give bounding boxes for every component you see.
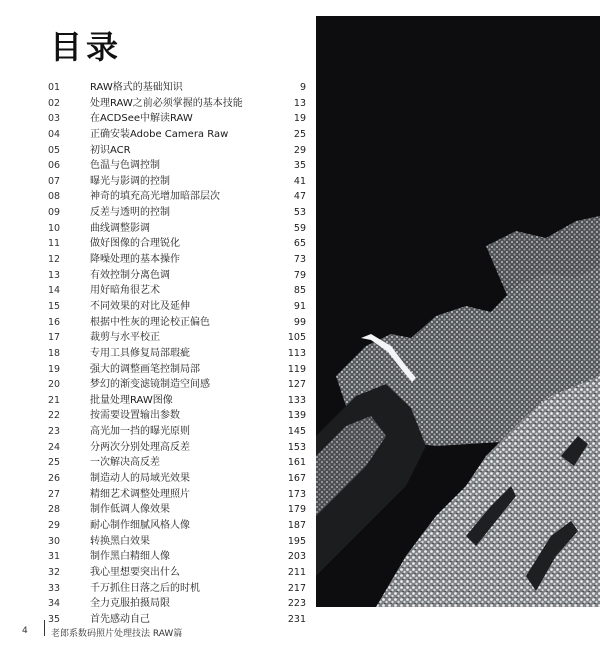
toc-entry (48, 377, 306, 393)
toc-entry-number: 09 (48, 207, 61, 219)
toc-entry-title: 处理RAW之前必须掌握的基本技能 (90, 97, 243, 109)
toc-entry-number: 29 (48, 519, 61, 531)
toc-entry-page: 203 (287, 551, 306, 563)
toc-entry-title: 初识ACR (90, 144, 131, 156)
toc-entry-page: 167 (287, 473, 306, 485)
toc-entry-title: 曲线调整影调 (90, 222, 150, 234)
toc-entry (48, 268, 306, 284)
mountain-photo (316, 16, 600, 607)
toc-entry-page: 127 (287, 379, 306, 391)
toc-entry (48, 408, 306, 424)
toc-entry-number: 34 (48, 598, 61, 610)
toc-entry-title: 不同效果的对比及延伸 (90, 300, 190, 312)
toc-entry-title: 精细艺术调整处理照片 (90, 488, 190, 500)
toc-entry-page: 65 (293, 238, 306, 250)
toc-entry-page: 79 (293, 269, 306, 281)
toc-entry-page: 217 (287, 582, 306, 594)
toc-entry-page: 9 (299, 82, 306, 93)
toc-entry-number: 07 (48, 175, 61, 187)
toc-entry-number: 06 (48, 160, 61, 172)
toc-entry (48, 111, 306, 127)
toc-entry-title: 耐心制作细腻风格人像 (90, 519, 190, 531)
toc-entry-title: 首先感动自己 (90, 613, 150, 625)
toc-entry-number: 11 (48, 238, 61, 250)
toc-entry-number: 14 (48, 285, 61, 297)
toc-entry-title: 降噪处理的基本操作 (90, 254, 180, 266)
toc-entry-title: 按需要设置输出参数 (90, 410, 180, 422)
toc-entry-page: 35 (293, 160, 306, 172)
toc-entry-number: 04 (48, 128, 61, 140)
toc-entry-page: 47 (293, 191, 306, 203)
toc-entry (48, 252, 306, 268)
toc-entry-page: 231 (287, 613, 306, 625)
toc-entry-number: 27 (48, 488, 61, 500)
toc-entry-page: 13 (293, 97, 306, 109)
toc-entry-page: 99 (293, 316, 306, 328)
toc-entry-number: 12 (48, 254, 61, 266)
toc-entry-page: 59 (293, 222, 306, 234)
toc-entry (48, 158, 306, 174)
page-title: 目录 (50, 28, 123, 66)
toc-entry-number: 35 (48, 613, 61, 625)
toc-entry-page: 105 (287, 332, 306, 344)
toc-entry-number: 08 (48, 191, 61, 203)
toc-entry-number: 28 (48, 504, 61, 516)
toc-entry-page: 173 (287, 488, 306, 500)
toc-entry-number: 33 (48, 582, 61, 594)
toc-entry-page: 211 (287, 566, 306, 578)
toc-entry (48, 502, 306, 518)
toc-entry-page: 119 (287, 363, 306, 375)
toc-entry (48, 299, 306, 315)
toc-entry-page: 113 (287, 347, 306, 359)
toc-entry-title: 制造动人的局域光效果 (90, 473, 190, 485)
toc-entry-page: 73 (293, 254, 306, 266)
toc-entry-page: 25 (293, 128, 306, 140)
table-of-contents (48, 80, 306, 627)
toc-entry-title: 转换黑白效果 (90, 535, 150, 547)
toc-entry-title: 强大的调整画笔控制局部 (90, 363, 200, 375)
toc-entry-title: 一次解决高反差 (90, 457, 160, 469)
toc-entry (48, 127, 306, 143)
footer-divider (44, 620, 45, 636)
toc-entry (48, 581, 306, 597)
toc-entry-title: 在ACDSee中解读RAW (90, 113, 193, 125)
toc-entry-page: 179 (287, 504, 306, 516)
toc-entry-number: 16 (48, 316, 61, 328)
footer-page-number: 4 (22, 626, 28, 636)
toc-entry-number: 32 (48, 566, 61, 578)
toc-entry-page: 91 (293, 300, 306, 312)
toc-entry (48, 424, 306, 440)
toc-entry-title: 我心里想要突出什么 (90, 566, 180, 578)
toc-entry (48, 362, 306, 378)
toc-entry (48, 174, 306, 190)
toc-entry-page: 195 (287, 535, 306, 547)
toc-entry-number: 21 (48, 394, 61, 406)
toc-entry (48, 346, 306, 362)
toc-entry (48, 330, 306, 346)
toc-entry-number: 01 (48, 82, 61, 93)
toc-entry-title: 神奇的填充高光增加暗部层次 (90, 191, 220, 203)
toc-entry-number: 19 (48, 363, 61, 375)
toc-entry (48, 440, 306, 456)
toc-entry (48, 283, 306, 299)
toc-entry (48, 487, 306, 503)
toc-entry-page: 85 (293, 285, 306, 297)
toc-entry-page: 161 (287, 457, 306, 469)
toc-entry-number: 03 (48, 113, 61, 125)
toc-entry (48, 221, 306, 237)
toc-entry (48, 534, 306, 550)
toc-entry-title: RAW格式的基础知识 (90, 82, 183, 93)
toc-entry-title: 全力克服拍摄局限 (90, 598, 170, 610)
toc-entry-title: 分两次分别处理高反差 (90, 441, 190, 453)
footer-book-title: 老郎系数码照片处理技法 RAW篇 (51, 629, 183, 639)
toc-entry (48, 315, 306, 331)
toc-entry (48, 393, 306, 409)
toc-entry (48, 455, 306, 471)
toc-entry (48, 143, 306, 159)
toc-entry-page: 145 (287, 426, 306, 438)
toc-entry-title: 裁剪与水平校正 (90, 332, 160, 344)
toc-entry (48, 236, 306, 252)
toc-entry-number: 13 (48, 269, 61, 281)
toc-entry-page: 29 (293, 144, 306, 156)
toc-entry (48, 518, 306, 534)
toc-entry (48, 471, 306, 487)
toc-entry-title: 反差与透明的控制 (90, 207, 170, 219)
toc-entry-number: 22 (48, 410, 61, 422)
toc-entry (48, 205, 306, 221)
toc-entry-number: 15 (48, 300, 61, 312)
toc-entry-title: 批量处理RAW图像 (90, 394, 173, 406)
toc-entry-number: 18 (48, 347, 61, 359)
toc-entry-page: 223 (287, 598, 306, 610)
toc-entry-title: 专用工具修复局部瑕疵 (90, 347, 190, 359)
toc-entry-number: 30 (48, 535, 61, 547)
toc-entry-title: 色温与色调控制 (90, 160, 160, 172)
toc-entry-page: 187 (287, 519, 306, 531)
toc-entry-title: 做好图像的合理锐化 (90, 238, 180, 250)
toc-entry-title: 用好暗角很艺术 (90, 285, 160, 297)
toc-entry (48, 596, 306, 612)
toc-entry-page: 133 (287, 394, 306, 406)
toc-entry-number: 23 (48, 426, 61, 438)
toc-entry-page: 53 (293, 207, 306, 219)
toc-entry-title: 有效控制分离色调 (90, 269, 170, 281)
toc-entry-page: 41 (293, 175, 306, 187)
toc-entry (48, 565, 306, 581)
toc-entry-number: 26 (48, 473, 61, 485)
toc-entry-number: 17 (48, 332, 61, 344)
toc-entry-title: 千万抓住日落之后的时机 (90, 582, 200, 594)
toc-entry-page: 139 (287, 410, 306, 422)
toc-entry-number: 10 (48, 222, 61, 234)
toc-entry (48, 189, 306, 205)
toc-entry-title: 正确安装Adobe Camera Raw (90, 128, 229, 140)
toc-entry-title: 根据中性灰的理论校正偏色 (90, 316, 210, 328)
toc-entry (48, 549, 306, 565)
toc-entry-number: 25 (48, 457, 61, 469)
toc-entry-number: 05 (48, 144, 61, 156)
toc-entry-number: 31 (48, 551, 61, 563)
toc-entry-title: 高光加一挡的曝光原则 (90, 426, 190, 438)
toc-entry-number: 02 (48, 97, 61, 109)
toc-entry (48, 80, 306, 96)
toc-entry-title: 制作黑白精细人像 (90, 551, 170, 563)
toc-entry-number: 24 (48, 441, 61, 453)
toc-entry-title: 制作低调人像效果 (90, 504, 170, 516)
toc-entry-number: 20 (48, 379, 61, 391)
toc-entry-title: 梦幻的渐变滤镜制造空间感 (90, 379, 210, 391)
toc-entry-page: 19 (293, 113, 306, 125)
toc-entry (48, 96, 306, 112)
toc-entry-page: 153 (287, 441, 306, 453)
toc-entry-title: 曝光与影调的控制 (90, 175, 170, 187)
